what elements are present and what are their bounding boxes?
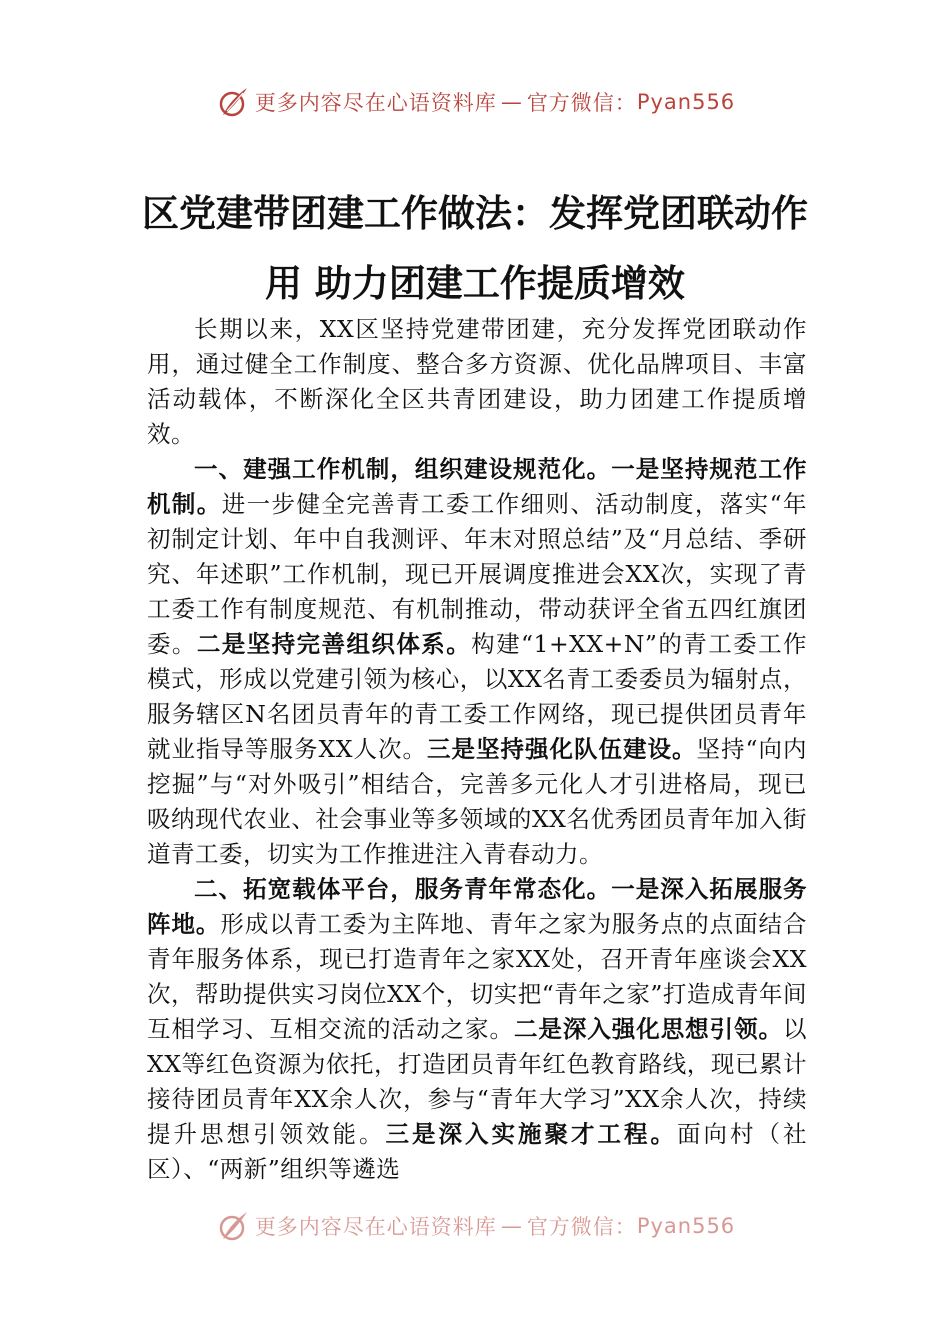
section-1-point-3-heading: 三是坚持强化队伍建设。	[426, 735, 697, 763]
section-1-point-2-text: 构建“1+XX+N”的青工委工作模式，形成以党建引领为核心，以XX名青工委委员为辐射点，服务辖区N名团员青年的青工委工作网络，现已提供团员青年就业指导等服务XX人次。	[147, 630, 808, 763]
section-1-heading: 一、建强工作机制，组织建设规范化。	[194, 455, 612, 483]
section-2-point-2-text: 以XX等红色资源为依托，打造团员青年红色教育路线，现已累计接待团员青年XX余人次，参与“青年大学习”XX余人次，持续提升思想引领效能。	[147, 1015, 808, 1148]
watermark-banner	[0, 82, 950, 122]
watermark-banner-bottom	[0, 1206, 950, 1246]
section-2-point-3-text: 面向村（社区）、“两新”组织等遴选	[147, 1120, 807, 1183]
watermark-dash: —	[500, 1214, 523, 1238]
watermark-contact-label: 官方微信：	[526, 91, 637, 115]
watermark-text: 更多内容尽在心语资料库	[254, 1215, 497, 1239]
title-line-2: 用 助力团建工作提质增效	[265, 261, 685, 305]
title-line-1: 区党建带团建工作做法：发挥党团联动作	[142, 191, 808, 235]
section-1-point-1-text: 进一步健全完善青工委工作细则、活动制度，落实“年初制定计划、年中自我测评、年末对照总结”及“月总结、季研究、年述职”工作机制，现已开展调度推进会XX次，实现了青工委工作有制度规范、有机制推动，带动获评全省五四红旗团委。	[147, 490, 808, 658]
watermark-contact-label: 官方微信：	[526, 1215, 637, 1239]
quill-logo-icon	[215, 85, 249, 119]
watermark-contact-id: Pyan556	[636, 1214, 736, 1238]
intro-paragraph: 长期以来，XX区坚持党建带团建，充分发挥党团联动作用，通过健全工作制度、整合多方资源、优化品牌项目、丰富活动载体，不断深化全区共青团建设，助力团建工作提质增效。	[147, 315, 807, 448]
section-2-paragraph	[147, 872, 807, 1187]
section-1-point-1-heading: 一是坚持规范工作机制。	[147, 455, 808, 518]
document-title	[120, 178, 830, 318]
watermark-text: 更多内容尽在心语资料库	[254, 91, 497, 115]
document-body	[147, 312, 807, 1187]
watermark-contact-id: Pyan556	[636, 90, 736, 114]
section-2-point-2-heading: 二是深入强化思想引领。	[513, 1015, 784, 1043]
section-2-point-3-heading: 三是深入实施聚才工程。	[385, 1120, 677, 1148]
section-1-point-3-text: 坚持“向内挖掘”与“对外吸引”相结合，完善多元化人才引进格局，现已吸纳现代农业、社会事业等多领域的XX名优秀团员青年加入街道青工委，切实为工作推进注入青春动力。	[147, 735, 808, 868]
section-1-paragraph	[147, 452, 807, 872]
quill-logo-icon	[215, 1209, 249, 1243]
section-2-point-1-heading: 一是深入拓展服务阵地。	[147, 875, 808, 938]
section-1-point-2-heading: 二是坚持完善组织体系。	[196, 630, 472, 658]
section-2-heading: 二、拓宽载体平台，服务青年常态化。	[194, 875, 612, 903]
watermark-dash: —	[500, 90, 523, 114]
section-2-point-1-text: 形成以青工委为主阵地、青年之家为服务点的点面结合青年服务体系，现已打造青年之家XX处，召开青年座谈会XX次，帮助提供实习岗位XX个，切实把“青年之家”打造成青年间互相学习、互相交流的活动之家。	[147, 910, 808, 1043]
